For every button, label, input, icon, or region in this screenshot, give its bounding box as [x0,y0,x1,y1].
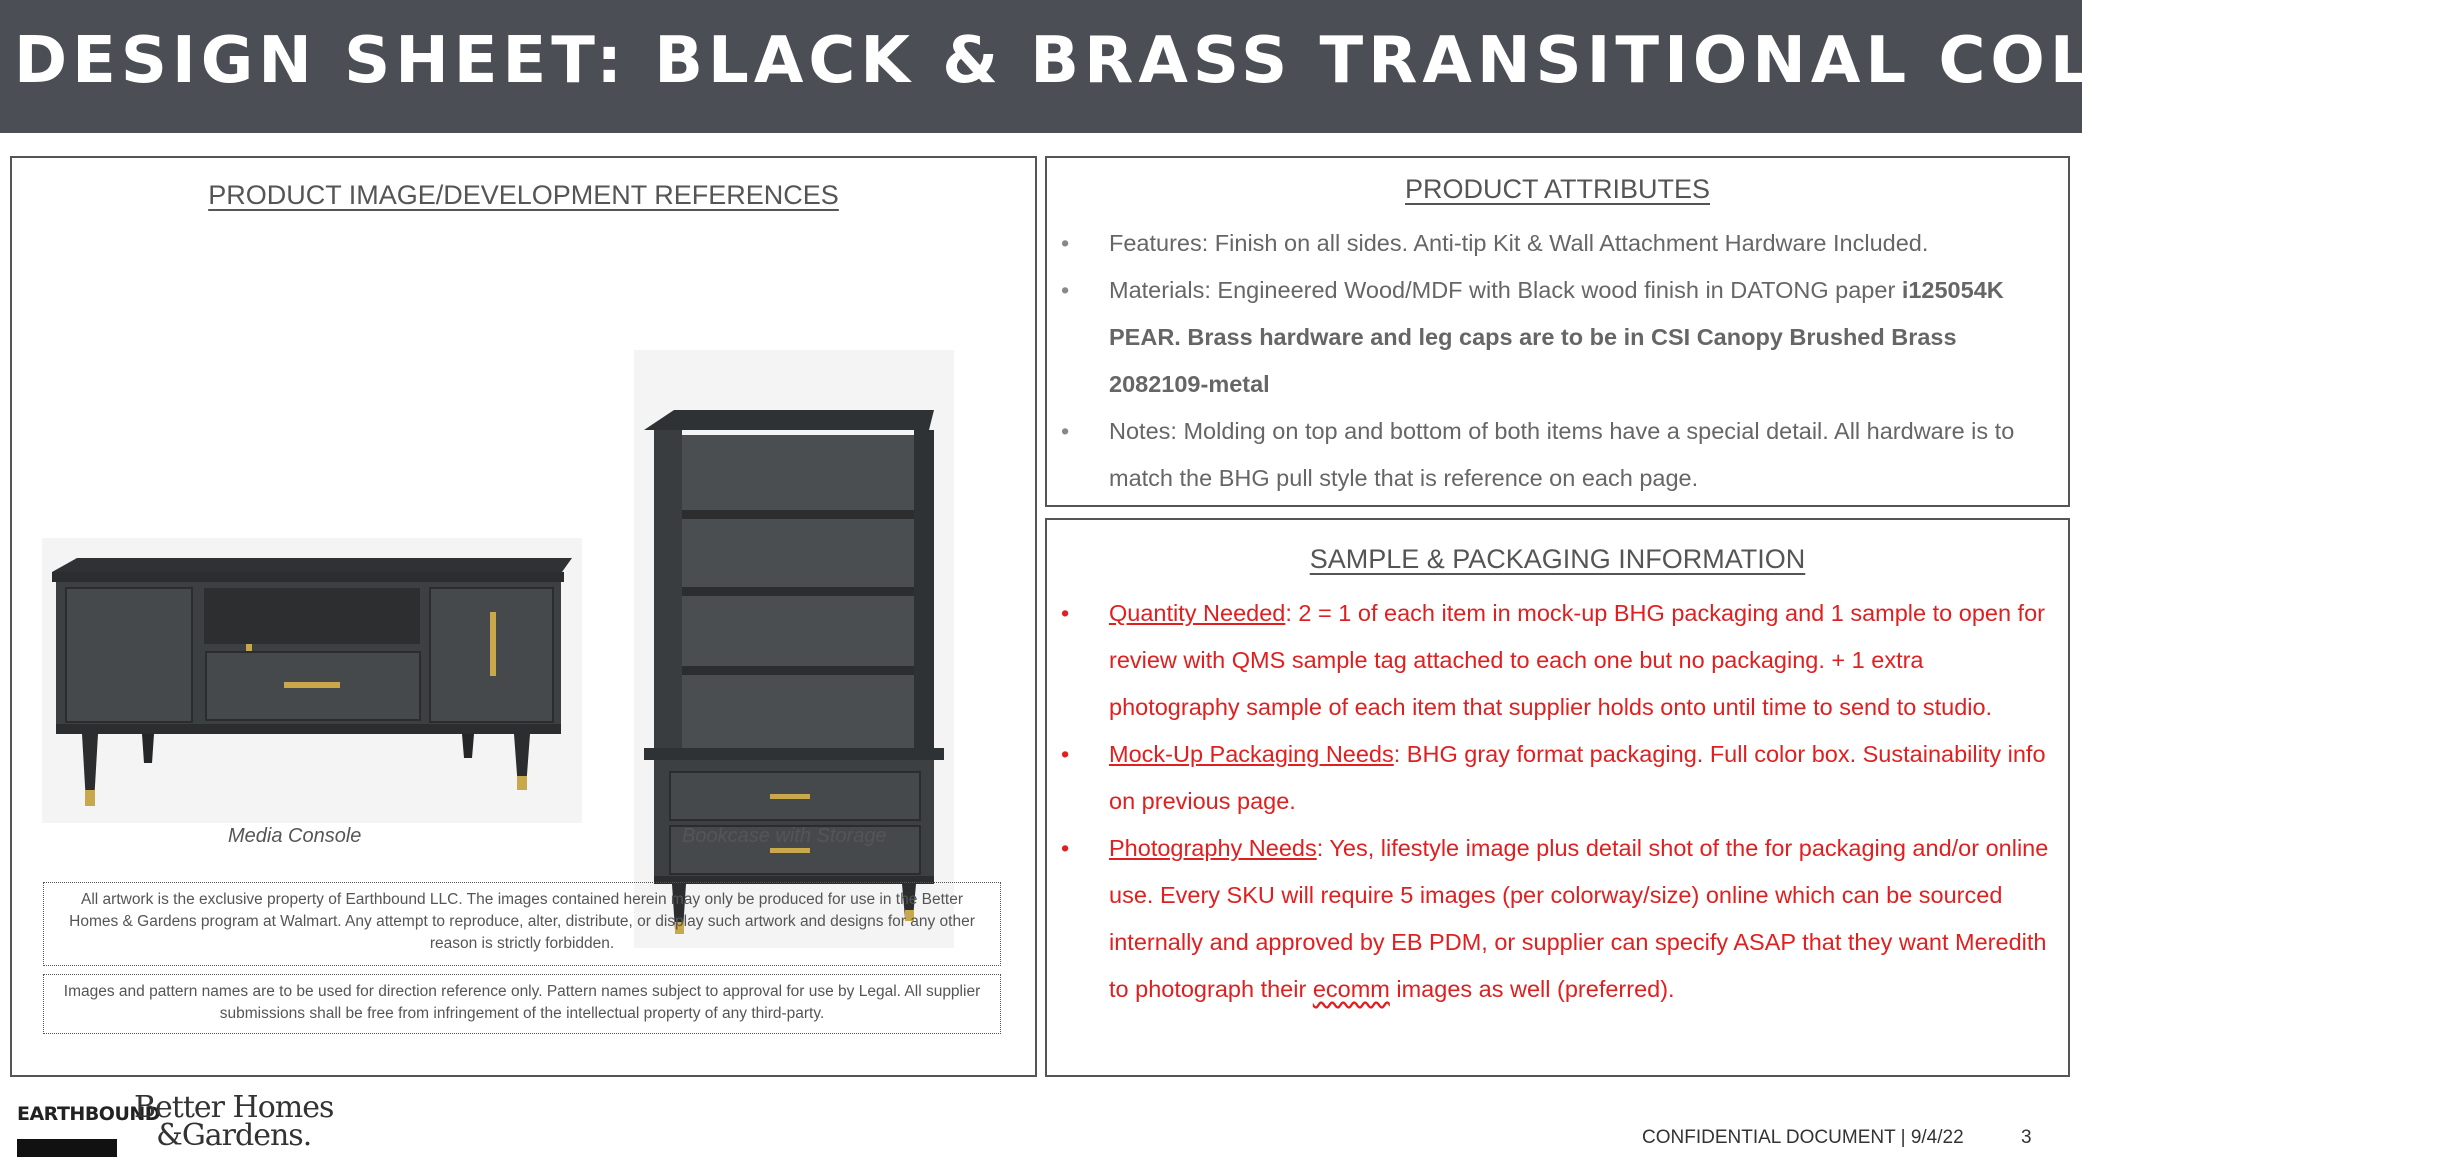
photo-text: : Yes, lifestyle image plus detail shot of the for packaging and/or online use. Every SKU will require 5 images (per colorway/size) online which can be sourced internally and approved by EB PDM, or supplier can specify ASAP that they want Meredith to photograph their [1109,835,2049,1002]
bullet-icon: • [1061,600,1070,626]
confidential-label: CONFIDENTIAL DOCUMENT | 9/4/22 [1642,1127,1964,1148]
features-text: Features: Finish on all sides. Anti-tip Kit & Wall Attachment Hardware Included. [1109,230,1929,256]
legal-notice-patterns: Images and pattern names are to be used for direction reference only. Pattern names subject to approval for use by Legal. All supplier submissions shall be free from infringement of the intellectual property of any third-party. [43,974,1001,1034]
bhg-logo [134,1090,334,1153]
sample-packaging-panel [1045,518,2070,1077]
bullet-icon: • [1061,230,1070,256]
photo-label: Photography Needs [1109,835,1317,861]
product-attributes-heading: PRODUCT ATTRIBUTES [1404,174,1711,204]
earthbound-logo-bar [17,1139,117,1157]
bhg-logo-line1: Better Homes [134,1090,334,1125]
list-item [1047,408,2057,502]
product-image-heading: PRODUCT IMAGE/DEVELOPMENT REFERENCES [208,180,839,210]
bullet-icon: • [1061,741,1070,767]
quantity-label: Quantity Needed [1109,600,1286,626]
media-console-image [42,538,582,823]
list-item [1047,825,2057,1013]
bhg-logo-line2: &Gardens. [156,1118,312,1153]
attributes-list [1047,220,2057,502]
media-console-caption: Media Console [228,825,362,847]
materials-spec: i125054K PEAR. Brass hardware and leg caps are to be in CSI Canopy Brushed Brass 2082109-metal [1109,277,2004,397]
product-attributes-panel [1045,156,2070,507]
list-item [1047,267,2057,408]
legal-notice-artwork: All artwork is the exclusive property of Earthbound LLC. The images contained herein may only be produced for use in the Better Homes & Gardens program at Walmart. Any attempt to reproduce, alter, distribute, or display such artwork and designs for any other reason is strictly forbidden. [43,882,1001,966]
title-bar [0,0,2438,133]
bullet-icon: • [1061,418,1070,444]
quantity-text: : 2 = 1 of each item in mock-up BHG packaging and 1 sample to open for review with QMS sample tag attached to each one but no packaging. + 1 extra photography sample of each item that supplier holds onto until time to send to studio. [1109,600,2045,720]
list-item [1047,220,2057,267]
sample-list [1047,590,2057,1013]
ecomm-word: ecomm [1312,976,1390,1002]
page-number: 3 [2021,1127,2032,1148]
photo-text-end: images as well (preferred). [1389,976,1675,1002]
page-title: DESIGN SHEET: BLACK & BRASS TRANSITIONAL COLLECTION [14,24,2438,98]
bullet-icon: • [1061,835,1070,861]
mockup-label: Mock-Up Packaging Needs [1109,741,1394,767]
bullet-icon: • [1061,277,1070,303]
notes-text: Notes: Molding on top and bottom of both items have a special detail. All hardware is to match the BHG pull style that is reference on each page. [1109,418,2015,491]
bookcase-caption: Bookcase with Storage [682,825,887,847]
list-item [1047,590,2057,731]
sample-packaging-heading: SAMPLE & PACKAGING INFORMATION [1309,544,1806,574]
list-item [1047,731,2057,825]
earthbound-logo: EARTHBOUND [17,1103,161,1125]
product-image-panel [10,156,1037,1077]
materials-text: Materials: Engineered Wood/MDF with Black wood finish in DATONG paper [1109,277,1902,303]
mockup-text: : BHG gray format packaging. Full color box. Sustainability info on previous page. [1109,741,2046,814]
